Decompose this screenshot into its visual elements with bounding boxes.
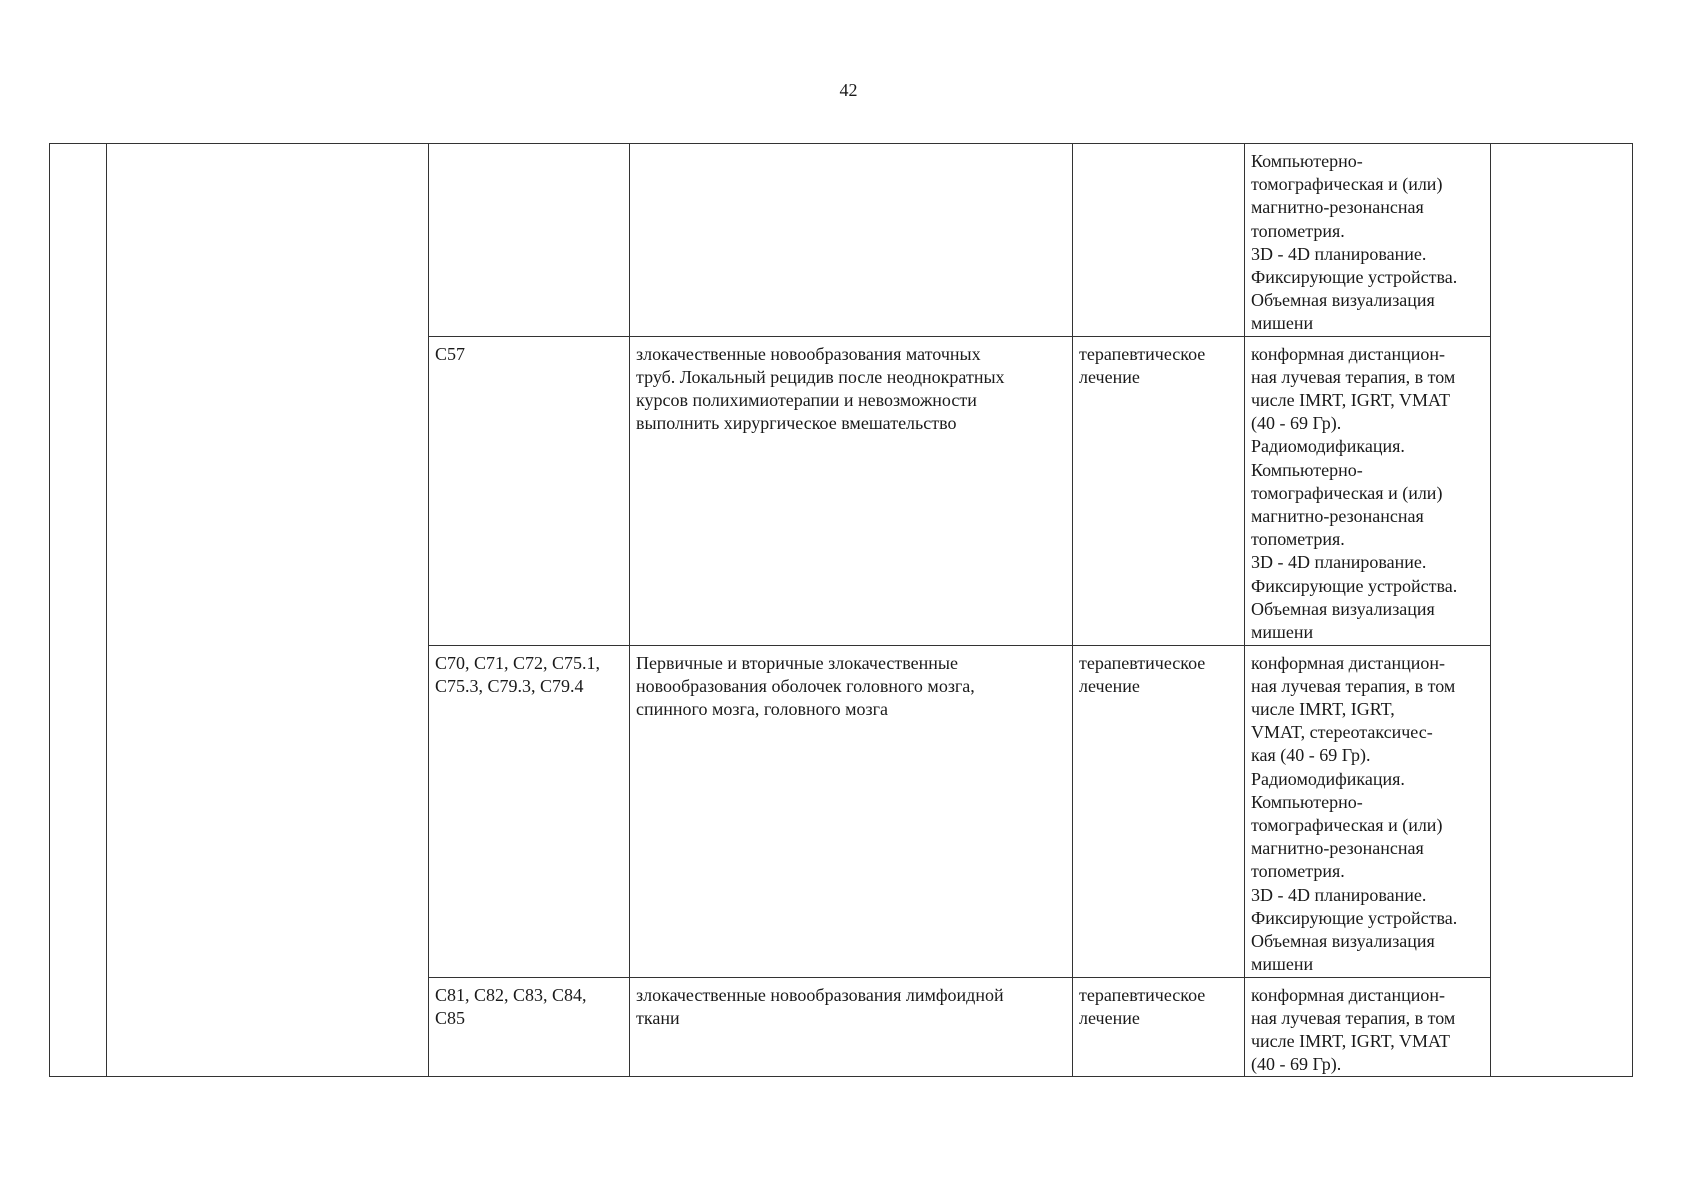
number-column-cell	[50, 144, 107, 1077]
diagnosis-cell	[630, 144, 1073, 337]
code-cell: C57	[429, 336, 630, 645]
cost-column-cell	[1491, 144, 1633, 1077]
method-cell: конформная дистанцион- ная лучевая терапия, в том числе IMRT, IGRT, VMAT (40 - 69 Гр). Радиомодификация. Компьютерно- томографическая и (или) магнитно-резонансная топометрия. 3D - 4D планирование. Фиксирующие устройства. Объемная визуализация мишени	[1245, 336, 1491, 645]
table-row	[50, 144, 1633, 337]
code-cell: C81, C82, C83, C84, C85	[429, 977, 630, 1077]
code-cell: C70, C71, C72, C75.1, C75.3, C79.3, C79.4	[429, 645, 630, 977]
diagnosis-cell: Первичные и вторичные злокачественные новообразования оболочек головного мозга, спинного мозга, головного мозга	[630, 645, 1073, 977]
diagnosis-cell: злокачественные новообразования маточных труб. Локальный рецидив после неоднократных курсов полихимиотерапии и невозможности выполнить хирургическое вмешательство	[630, 336, 1073, 645]
page-number: 42	[839, 80, 858, 100]
treatment-type-cell	[1073, 144, 1245, 337]
treatment-table	[49, 143, 1633, 1077]
treatment-type-cell: терапевтическое лечение	[1073, 977, 1245, 1077]
treatment-type-cell: терапевтическое лечение	[1073, 645, 1245, 977]
method-cell: конформная дистанцион- ная лучевая терапия, в том числе IMRT, IGRT, VMAT, стереотаксичес- кая (40 - 69 Гр). Радиомодификация. Компьютерно- томографическая и (или) магнитно-резонансная топометрия. 3D - 4D планирование. Фиксирующие устройства. Объемная визуализация мишени	[1245, 645, 1491, 977]
method-cell: конформная дистанцион- ная лучевая терапия, в том числе IMRT, IGRT, VMAT (40 - 69 Гр).	[1245, 977, 1491, 1077]
code-cell	[429, 144, 630, 337]
diagnosis-cell: злокачественные новообразования лимфоидной ткани	[630, 977, 1073, 1077]
procedure-group-cell	[107, 144, 429, 1077]
treatment-type-cell: терапевтическое лечение	[1073, 336, 1245, 645]
method-cell: Компьютерно- томографическая и (или) магнитно-резонансная топометрия. 3D - 4D планирование. Фиксирующие устройства. Объемная визуализация мишени	[1245, 144, 1491, 337]
